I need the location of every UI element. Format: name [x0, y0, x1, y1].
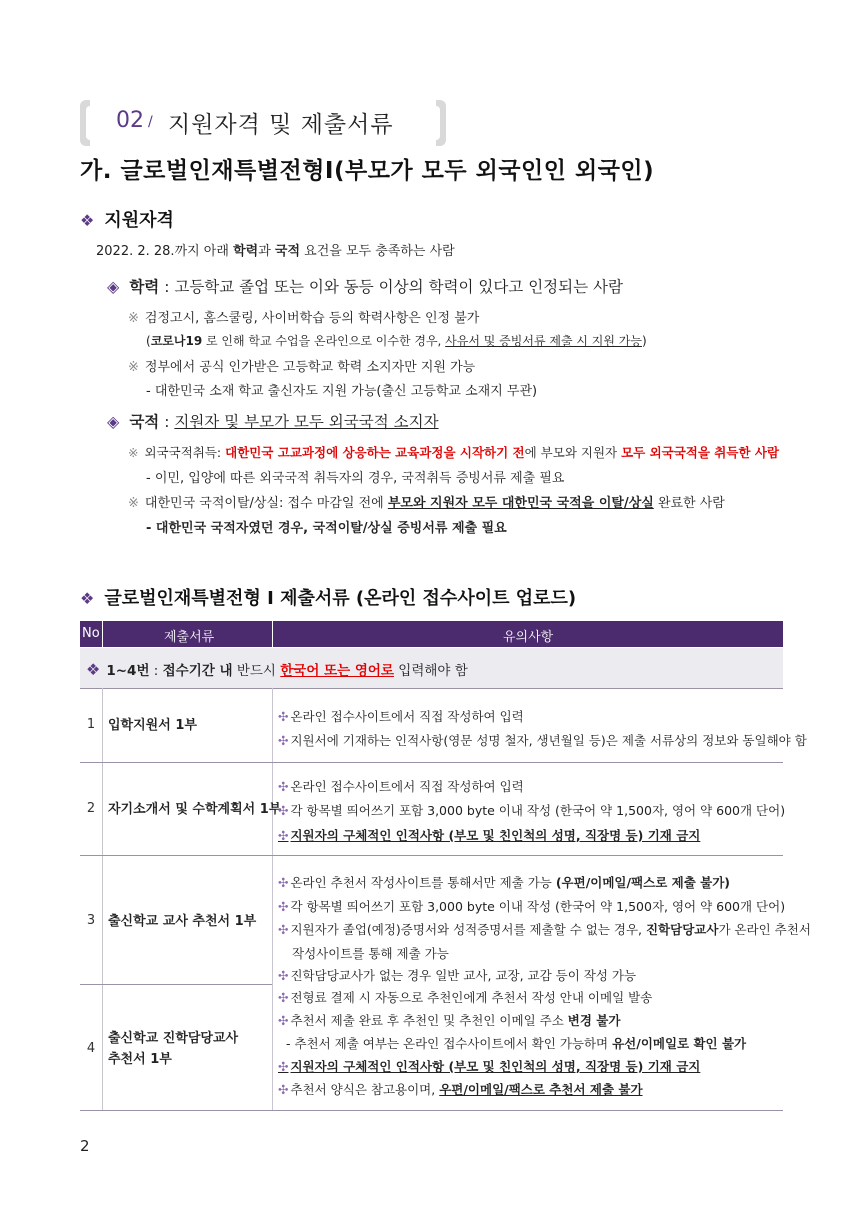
right-bracket [436, 100, 446, 146]
documents-title: ❖ 글로벌인재특별전형 Ⅰ 제출서류 (온라인 접수사이트 업로드) [80, 588, 577, 609]
diamond-bullet-icon: ❖ [80, 211, 95, 230]
section-slash: / [148, 114, 153, 130]
qualification-title: ❖ 지원자격 [80, 210, 174, 231]
diamond-icon: ◈ [107, 277, 120, 296]
diamond-bullet-icon: ❖ [86, 660, 101, 679]
nationality-note-2: ※ 대한민국 국적이탈/상실: 접수 마감일 전에 부모와 지원자 모두 대한민국 국적을 이탈/상실 완료한 사람 [128, 496, 725, 511]
section-header [80, 100, 446, 146]
header-note: 유의사항 [503, 630, 554, 645]
section-title: 지원자격 및 제출서류 [168, 112, 394, 138]
education-note-1: ※ 검정고시, 홈스쿨링, 사이버학습 등의 학력사항은 인정 불가 [128, 311, 480, 326]
nationality-requirement: ◈ 국적 : 지원자 및 부모가 모두 외국국적 소지자 [107, 412, 439, 431]
left-bracket [80, 100, 90, 146]
nationality-note-1-sub: - 이민, 입양에 따른 외국국적 취득자의 경우, 국적취득 증빙서류 제출 필요 [146, 471, 565, 486]
nationality-note-2-sub: - 대한민국 국적자였던 경우, 국적이탈/상실 증빙서류 제출 필요 [146, 521, 507, 536]
education-requirement: ◈ 학력 : 고등학교 졸업 또는 이와 동등 이상의 학력이 있다고 인정되는 사람 [107, 277, 623, 296]
table-header [80, 621, 783, 647]
header-doc: 제출서류 [164, 630, 215, 645]
section-number: 02 [116, 108, 144, 133]
education-note-1-sub: (코로나19 로 인해 학교 수업을 온라인으로 이수한 경우, 사유서 및 증빙서류 제출 시 지원 가능) [146, 334, 647, 348]
diamond-icon: ◈ [107, 412, 120, 431]
page-number: 2 [80, 1137, 90, 1155]
diamond-bullet-icon: ❖ [80, 589, 95, 608]
education-note-2-sub: - 대한민국 소재 학교 출신자도 지원 가능(출신 고등학교 소재지 무관) [146, 384, 538, 399]
page-heading: 가. 글로벌인재특별전형Ⅰ(부모가 모두 외국인인 외국인) [80, 158, 655, 184]
nationality-note-1: ※ 외국국적취득: 대한민국 고교과정에 상응하는 교육과정을 시작하기 전에 부모와 지원자 모두 외국국적을 취득한 사람 [128, 445, 780, 460]
education-note-2: ※ 정부에서 공식 인가받은 고등학교 학력 소지자만 지원 가능 [128, 360, 476, 375]
header-no: No [82, 626, 100, 641]
qualification-intro: 2022. 2. 28.까지 아래 학력과 국적 요건을 모두 충족하는 사람 [96, 244, 455, 259]
table-band: ❖ 1~4번 : 접수기간 내 반드시 한국어 또는 영어로 입력해야 함 [80, 648, 783, 689]
